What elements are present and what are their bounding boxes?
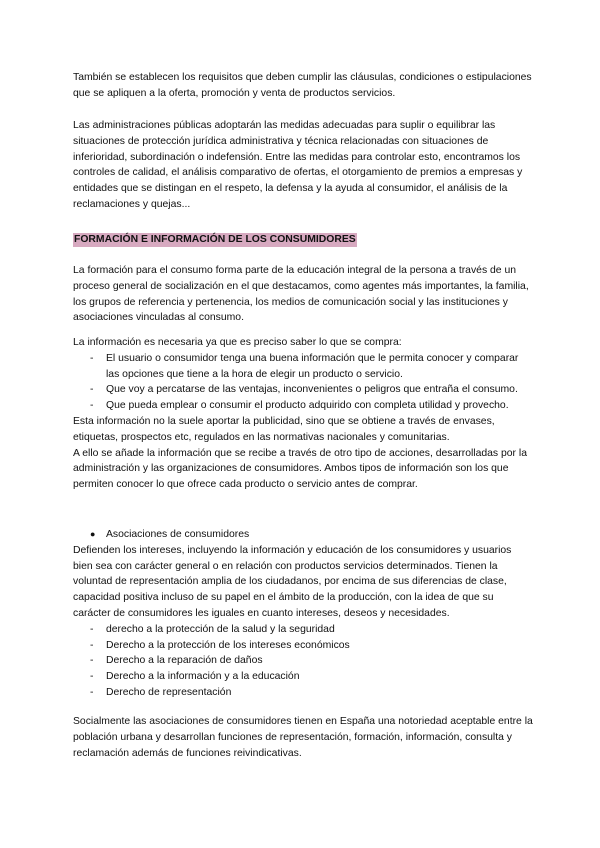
paragraph-text: A ello se añade la información que se recibe a través de otro tipo de acciones, desarrolladas por la administración y las organizaciones de consumidores. Ambos tipos de información son los que permiten conocer lo que ofrece cada producto o servicio antes de comprar. [73,447,527,491]
section-heading: FORMACIÓN E INFORMACIÓN DE LOS CONSUMIDORES [74,234,356,245]
dash-marker: - [90,623,94,635]
paragraph-text: Esta información no la suele aportar la publicidad, sino que se obtiene a través de envases, etiquetas, prospectos etc, regulados en las normativas nacionales y comunitarias. [73,415,495,443]
paragraph-text: También se establecen los requisitos que deben cumplir las cláusulas, condiciones o estipulaciones que se apliquen a la oferta, promoción y venta de productos servicios. [73,72,532,99]
paragraph-requisitos [73,70,533,102]
bullet-item-text: Asociaciones de consumidores [106,529,250,540]
paragraph-formacion [73,263,533,326]
paragraph-text: Defienden los intereses, incluyendo la información y educación de los consumidores y usuarios bien sea con carácter general o en relación con productos servicios determinados. Tienen la voluntad de representación amplia de los ciudadanos, por encima de sus diferencias de clase, capacidad positiva incluso de su papel en el ámbito de la producción, con la idea de que su carácter de consumidores les iguales en cuanto intereses, deseos y necesidades. [73,544,512,619]
bullet-item [73,527,533,543]
paragraph-text: La información es necesaria ya que es preciso saber lo que se compra: [73,337,402,348]
paragraph-socialmente [73,714,533,761]
paragraph-text: Las administraciones públicas adoptarán las medidas adecuadas para suplir o equilibrar las situaciones de protección jurídica administrativa y técnica relacionadas con situaciones de inferioridad, subordinación o indefensión. Entre las medidas para controlar esto, encontramos los controles de calidad, el análisis comparativo de ofertas, el otorgamiento de premios a empresas y entidades que se distingan en el respeto, la defensa y la ayuda al consumidor, el análisis de la reclamaciones y quejas... [73,120,523,210]
list-item-text: Que pueda emplear o consumir el producto adquirido con completa utilidad y provecho. [106,400,509,412]
list-item-text: Que voy a percatarse de las ventajas, inconvenientes o peligros que entraña el consumo. [106,384,518,396]
list-item [73,382,533,398]
informacion-section [73,335,533,493]
list-item-text: Derecho a la protección de los intereses económicos [106,639,350,651]
list-item-text: Derecho a la reparación de daños [106,655,263,667]
section-heading-wrapper [73,232,533,248]
list-item [73,622,533,638]
list-item [73,669,533,685]
list-item [73,653,533,669]
paragraph-text: La formación para el consumo forma parte de la educación integral de la persona a través de un proceso general de socialización en el que destacamos, como agentes más importantes, la familia, los grupos de referencia y pertenencia, los medios de comunicación social y las instituciones y asociaciones vinculadas al consumo. [73,265,529,324]
bullet-icon: ● [90,529,96,539]
rights-dash-list [73,622,533,701]
list-item-text: derecho a la protección de la salud y la seguridad [106,623,335,635]
list-item [73,351,533,383]
dash-marker: - [90,671,94,683]
list-item [73,398,533,414]
dash-marker: - [90,384,94,396]
list-item [73,638,533,654]
list-item [73,685,533,701]
info-dash-list [73,351,533,414]
dash-marker: - [90,655,94,667]
list-item-text: El usuario o consumidor tenga una buena información que le permita conocer y comparar las opciones que tiene a la hora de elegir un producto o servicio. [106,352,519,380]
list-item-text: Derecho a la información y a la educación [106,671,300,683]
dash-marker: - [90,639,94,651]
paragraph-administraciones [73,118,533,213]
dash-marker: - [90,352,94,364]
dash-marker: - [90,686,94,698]
asociaciones-section [73,527,533,701]
list-item-text: Derecho de representación [106,686,232,698]
dash-marker: - [90,400,94,412]
paragraph-text: Socialmente las asociaciones de consumidores tienen en España una notoriedad aceptable entre la población urbana y desarrollan funciones de representación, formación, información, consulta y reclamación además de funciones reivindicativas. [73,716,533,759]
